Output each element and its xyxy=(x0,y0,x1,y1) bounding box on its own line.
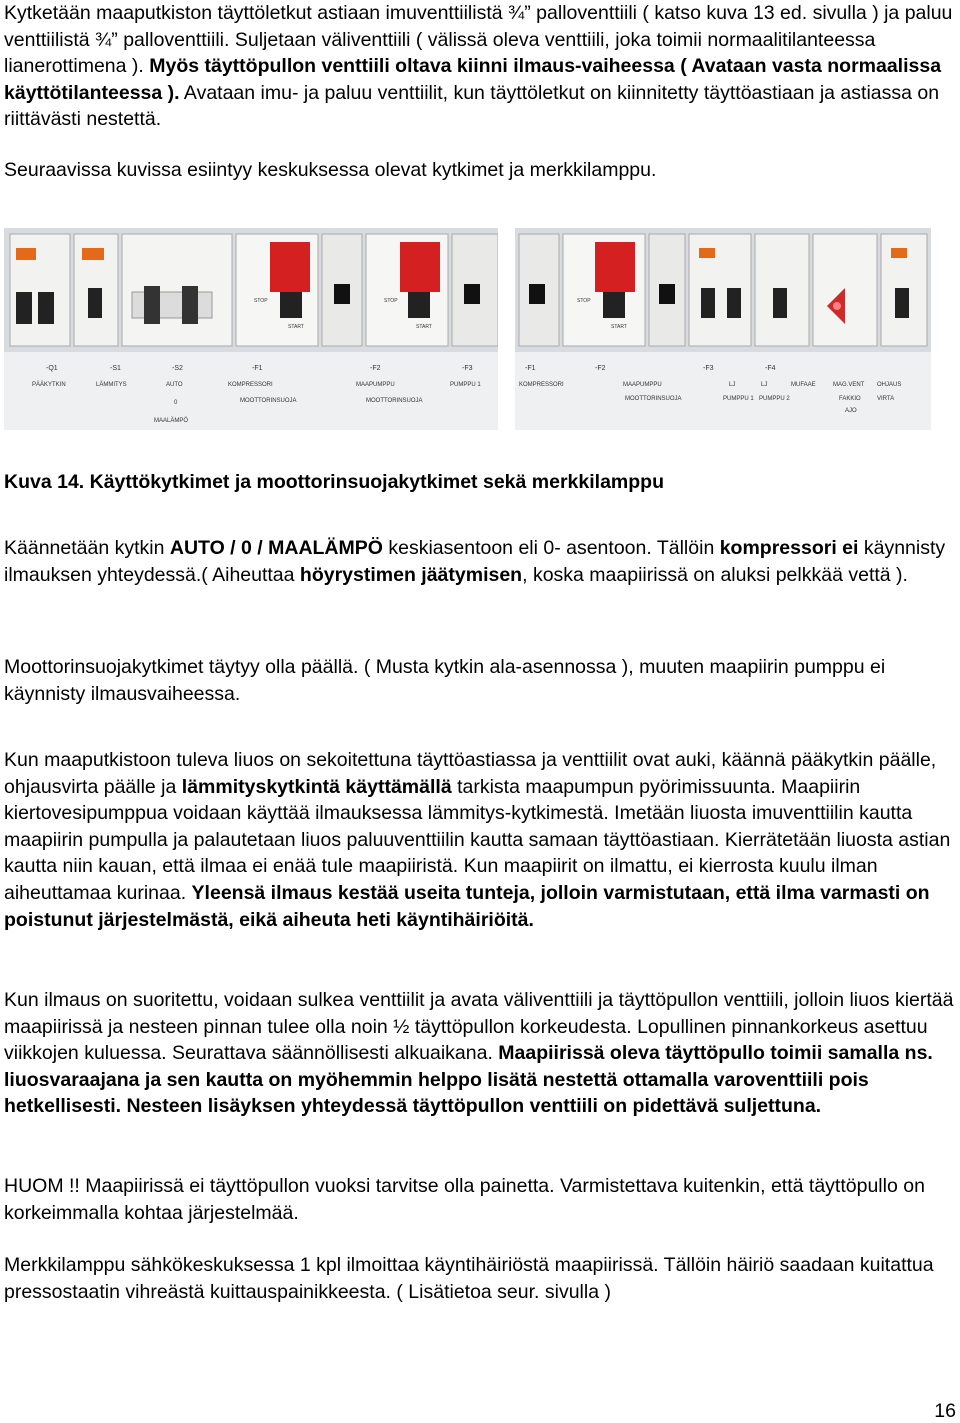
label-r-f2: -F2 xyxy=(595,365,606,372)
r-name-lj-2: LJ xyxy=(761,382,768,388)
sub-moottorinsuoja-1: MOOTTORINSUOJA xyxy=(240,398,297,404)
r-btn-start: START xyxy=(611,324,627,330)
btn-start-2: START xyxy=(416,324,432,330)
name-kompressori: KOMPRESSORI xyxy=(228,382,273,388)
sub-moottorinsuoja-2: MOOTTORINSUOJA xyxy=(366,398,423,404)
r-sub-pumppu1: PUMPPU 1 xyxy=(723,396,754,402)
btn-start-1: START xyxy=(288,324,304,330)
r-sub-ajo: AJO xyxy=(845,408,857,414)
r-name-maapumppu: MAAPUMPPU xyxy=(623,382,662,388)
r-sub-pumppu2: PUMPPU 2 xyxy=(759,396,790,402)
r-sub-virta: VIRTA xyxy=(877,396,895,402)
paragraph-circulation: Kun maaputkistoon tuleva liuos on sekoitettuna täyttöastiassa ja venttiilit ovat auki, käännä pääkytkin päälle, ohjausvirta päälle ja lämmityskytkintä käyttämällä tarkista maapumpun pyörimissuunta. Maapiirin kiertovesipumppua voidaan käyttää ilmauksessa lämmitys-kytkimestä. Imetään liuosta imuventtiilin kautta maapiirin pumpulla ja palautetaan liuos paluuventtiilin kautta samaan täyttöastiaan. Kierrätetään liuosta astian kautta niin kauan, että ilmaa ei enää tule maapiiristä. Kun maapiirit on ilmattu, ei kierrosta kuulu ilman aiheuttamaa kurinaa. Yleensä ilmaus kestää useita tunteja, jolloin varmistutaan, että ilma varmasti on poistunut järjestelmästä, eikä aiheuta heti käyntihäiriöitä. xyxy=(4,749,951,931)
label-q1: -Q1 xyxy=(46,365,58,372)
r-btn-stop: STOP xyxy=(577,298,591,304)
sub-zero: 0 xyxy=(174,400,178,406)
label-s1: -S1 xyxy=(110,365,121,372)
paragraph-after-bleeding: Kun ilmaus on suoritettu, voidaan sulkea venttiilit ja avata väliventtiili ja täyttöpullon venttiili, jolloin liuos kiertää maapiirissä ja nesteen pinnan tulee olla noin ½ täyttöpullon korkeudesta. Lopullinen pinnankorkeus asettuu viikkojen kuluessa. Seurattava säännöllisesti alkuaikana. Maapiirissä oleva täyttöpullo toimii samalla ns. liuosvaraajana ja sen kautta on myöhemmin helppo lisätä nestettä ottamalla varoventtiili pois hetkellisesti. Nesteen lisäyksen yhteydessä täyttöpullon venttiili on pidettävä suljettuna. xyxy=(4,989,954,1118)
label-s2: -S2 xyxy=(172,365,183,372)
label-r-f3: -F3 xyxy=(703,365,714,372)
paragraph-motor-protection: Moottorinsuojakytkimet täytyy olla päällä. ( Musta kytkin ala-asennossa ), muuten maapiirin pumppu ei käynnisty ilmausvaiheessa. xyxy=(4,656,886,705)
r-name-lj-1: LJ xyxy=(729,382,736,388)
label-f1: -F1 xyxy=(252,365,263,372)
switchboard-photo-right xyxy=(515,228,931,430)
label-r-f4: -F4 xyxy=(765,365,776,372)
r-name-mufaae: MUFAAE xyxy=(791,382,816,388)
paragraph-huom: HUOM !! Maapiirissä ei täyttöpullon vuoksi tarvitse olla painetta. Varmistettava kuitenkin, että täyttöpullo on korkeimmalla kohtaa järjestelmää. xyxy=(4,1175,925,1224)
page-number: 16 xyxy=(934,1400,956,1422)
r-sub-fakkio: FAKKIO xyxy=(839,396,861,402)
figures-intro: Seuraavissa kuvissa esiintyy keskuksessa olevat kytkimet ja merkkilamppu. xyxy=(4,159,657,181)
btn-stop-1: STOP xyxy=(254,298,268,304)
label-f3: -F3 xyxy=(462,365,473,372)
btn-stop-2: STOP xyxy=(384,298,398,304)
name-pumppu1: PUMPPU 1 xyxy=(450,382,481,388)
intro-text-end: Avataan imu- ja paluu venttiilit, kun täyttöletkut on kiinnitetty täyttöastiaan ja astiassa on riittävästi nestettä. xyxy=(4,81,940,131)
label-f2: -F2 xyxy=(370,365,381,372)
paragraph-indicator-lamp: Merkkilamppu sähkökeskuksessa 1 kpl ilmoittaa käyntihäiriöstä maapiirissä. Tällöin häiriö saadaan kuitattua pressostaatin vihreästä kuittauspainikkeesta. ( Lisätietoa seur. sivulla ) xyxy=(4,1254,934,1303)
intro-text: Kytketään maaputkiston täyttöletkut astiaan imuventtiilistä ¾” palloventtiili ( katso kuva 13 ed. sivulla ) ja paluu venttiilistä ¾” palloventtiili. Suljetaan väliventtiili ( välissä oleva venttiili, joka toimii normaalitilanteessa lianerottimena ). xyxy=(4,2,953,78)
name-maapumppu: MAAPUMPPU xyxy=(356,382,395,388)
r-sub-moottorinsuoja: MOOTTORINSUOJA xyxy=(625,396,682,402)
label-r-f1: -F1 xyxy=(525,365,536,372)
name-paakytkin: PÄÄKYTKIN xyxy=(32,382,66,388)
intro-bold-text: Myös täyttöpullon venttiili oltava kiinni ilmaus-vaiheessa ( Avataan vasta normaalissa käyttötilanteessa ). xyxy=(4,55,942,104)
sub-maalampo: MAALÄMPÖ xyxy=(154,418,189,424)
r-name-kompressori: KOMPRESSORI xyxy=(519,382,564,388)
intro-paragraph xyxy=(4,0,954,133)
name-lammitys: LÄMMITYS xyxy=(96,382,127,388)
figure-caption: Kuva 14. Käyttökytkimet ja moottorinsuojakytkimet sekä merkkilamppu xyxy=(4,471,664,493)
r-name-ohjaus: OHJAUS xyxy=(877,382,902,388)
switchboard-photo-left xyxy=(4,228,498,430)
paragraph-auto-switch: Käännetään kytkin AUTO / 0 / MAALÄMPÖ keskiasentoon eli 0- asentoon. Tällöin kompressori ei käynnisty ilmauksen yhteydessä.( Aiheuttaa höyrystimen jäätymisen, koska maapiirissä on aluksi pelkkää vettä ). xyxy=(4,537,946,586)
r-name-magvent: MAG.VENT xyxy=(833,382,865,388)
name-auto: AUTO xyxy=(166,382,183,388)
